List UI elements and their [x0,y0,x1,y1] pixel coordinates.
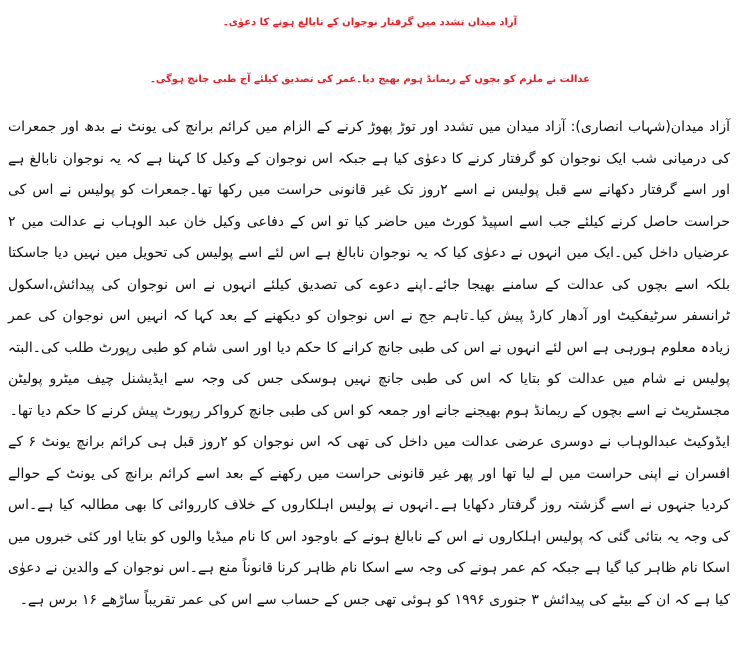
primary-headline: آزاد میدان تشدد میں گرفتار نوجوان کے نابالغ ہونے کا دعوٰی۔ [222,17,518,28]
article-paragraph-2: ایڈوکیٹ عبدالوہاب نے دوسری عرضی عدالت میں داخل کی تھی کہ اس نوجوان کو ۲روز قبل ہی کرائم برانچ یونٹ ۶ کے افسران نے اپنی حراست میں لے لیا تھا اور پھر غیر قانونی حراست میں رکھنے کے بعد اسے کرائم برانچ کی یونٹ کے حوالے کردیا جنہوں نے اسے گزشتہ روز گرفتار دکھایا ہے۔انہوں نے پولیس اہلکاروں کے خلاف کارروائی کا بھی مطالبہ کیا ہے۔اس کی وجہ یہ بتائی گئی کہ پولیس اہلکاروں نے اس کے نابالغ ہونے کے باوجود اس کا نام میڈیا والوں کو بتایا اور کئی خبروں میں اسکا نام ظاہر کیا گیا ہے جبکہ کم عمر ہونے کی وجہ سے اسکا نام ظاہر کرنا قانوناً منع ہے۔اس نوجوان کے والدین نے دعوٰی کیا ہے کہ ان کے بیٹے کی پیدائش ۳ جنوری ۱۹۹۶ کو ہوئی تھی جس کے حساب سے اس کی عمر تقریباً ساڑھے ۱۶ برس ہے۔ [8,434,731,608]
article-paragraph-1: آزاد میدان(شہاب انصاری): آزاد میدان میں تشدد اور توڑ پھوڑ کرنے کے الزام میں کرائم برانچ کی یونٹ نے بدھ اور جمعرات کی درمیانی شب ایک نوجوان کو گرفتار کرنے کا دعوٰی کیا ہے جبکہ اس نوجوان کے وکیل کا کہنا ہے کہ یہ نوجوان نابالغ ہے اور اسے گرفتار دکھانے سے قبل پولیس نے اسے ۲روز تک غیر قانونی حراست میں رکھا تھا۔جمعرات کو پولیس نے اس کی حراست حاصل کرنے کیلئے جب اسے اسپیڈ کورٹ میں حاضر کیا تو اس کے دفاعی وکیل خان عبد الوہاب نے عدالت میں ۲ عرضیاں داخل کیں۔ایک میں انہوں نے دعوٰی کیا کہ یہ نوجوان نابالغ ہے اس لئے اسے پولیس کی تحویل میں نہیں دیا جاسکتا بلکہ اسے بچوں کی عدالت کے سامنے بھیجا جائے۔اپنے دعوے کی تصدیق کیلئے انہوں نے اس نوجوان کی پیدائش،اسکول ٹرانسفر سرٹیفکیٹ اور آدھار کارڈ پیش کیا۔تاہم جج نے اس نوجوان کو دیکھنے کے بعد کہا کہ انہیں اس نوجوان کی عمر زیادہ معلوم ہورہی ہے اس لئے انہوں نے اس کی طبی جانچ کرانے کا حکم دیا اور اسی شام کو طبی رپورٹ طلب کی۔البتہ پولیس نے شام میں عدالت کو بتایا کہ اس کی طبی جانچ نہیں ہوسکی جس کی وجہ سے ایڈیشنل چیف میٹرو پولیٹن مجسٹریٹ نے اسے بچوں کے ریمانڈ ہوم بھیجنے جانے اور جمعہ کو اس کی طبی جانچ کرواکر رپورٹ پیش کرنے کا حکم دیا تھا۔ [8,119,730,419]
article-body [8,112,730,616]
secondary-headline: عدالت نے ملزم کو بچوں کے ریمانڈ ہوم بھیج دیا۔عمر کی تصدیق کیلئے آج طبی جانچ ہوگی۔ [149,74,590,85]
